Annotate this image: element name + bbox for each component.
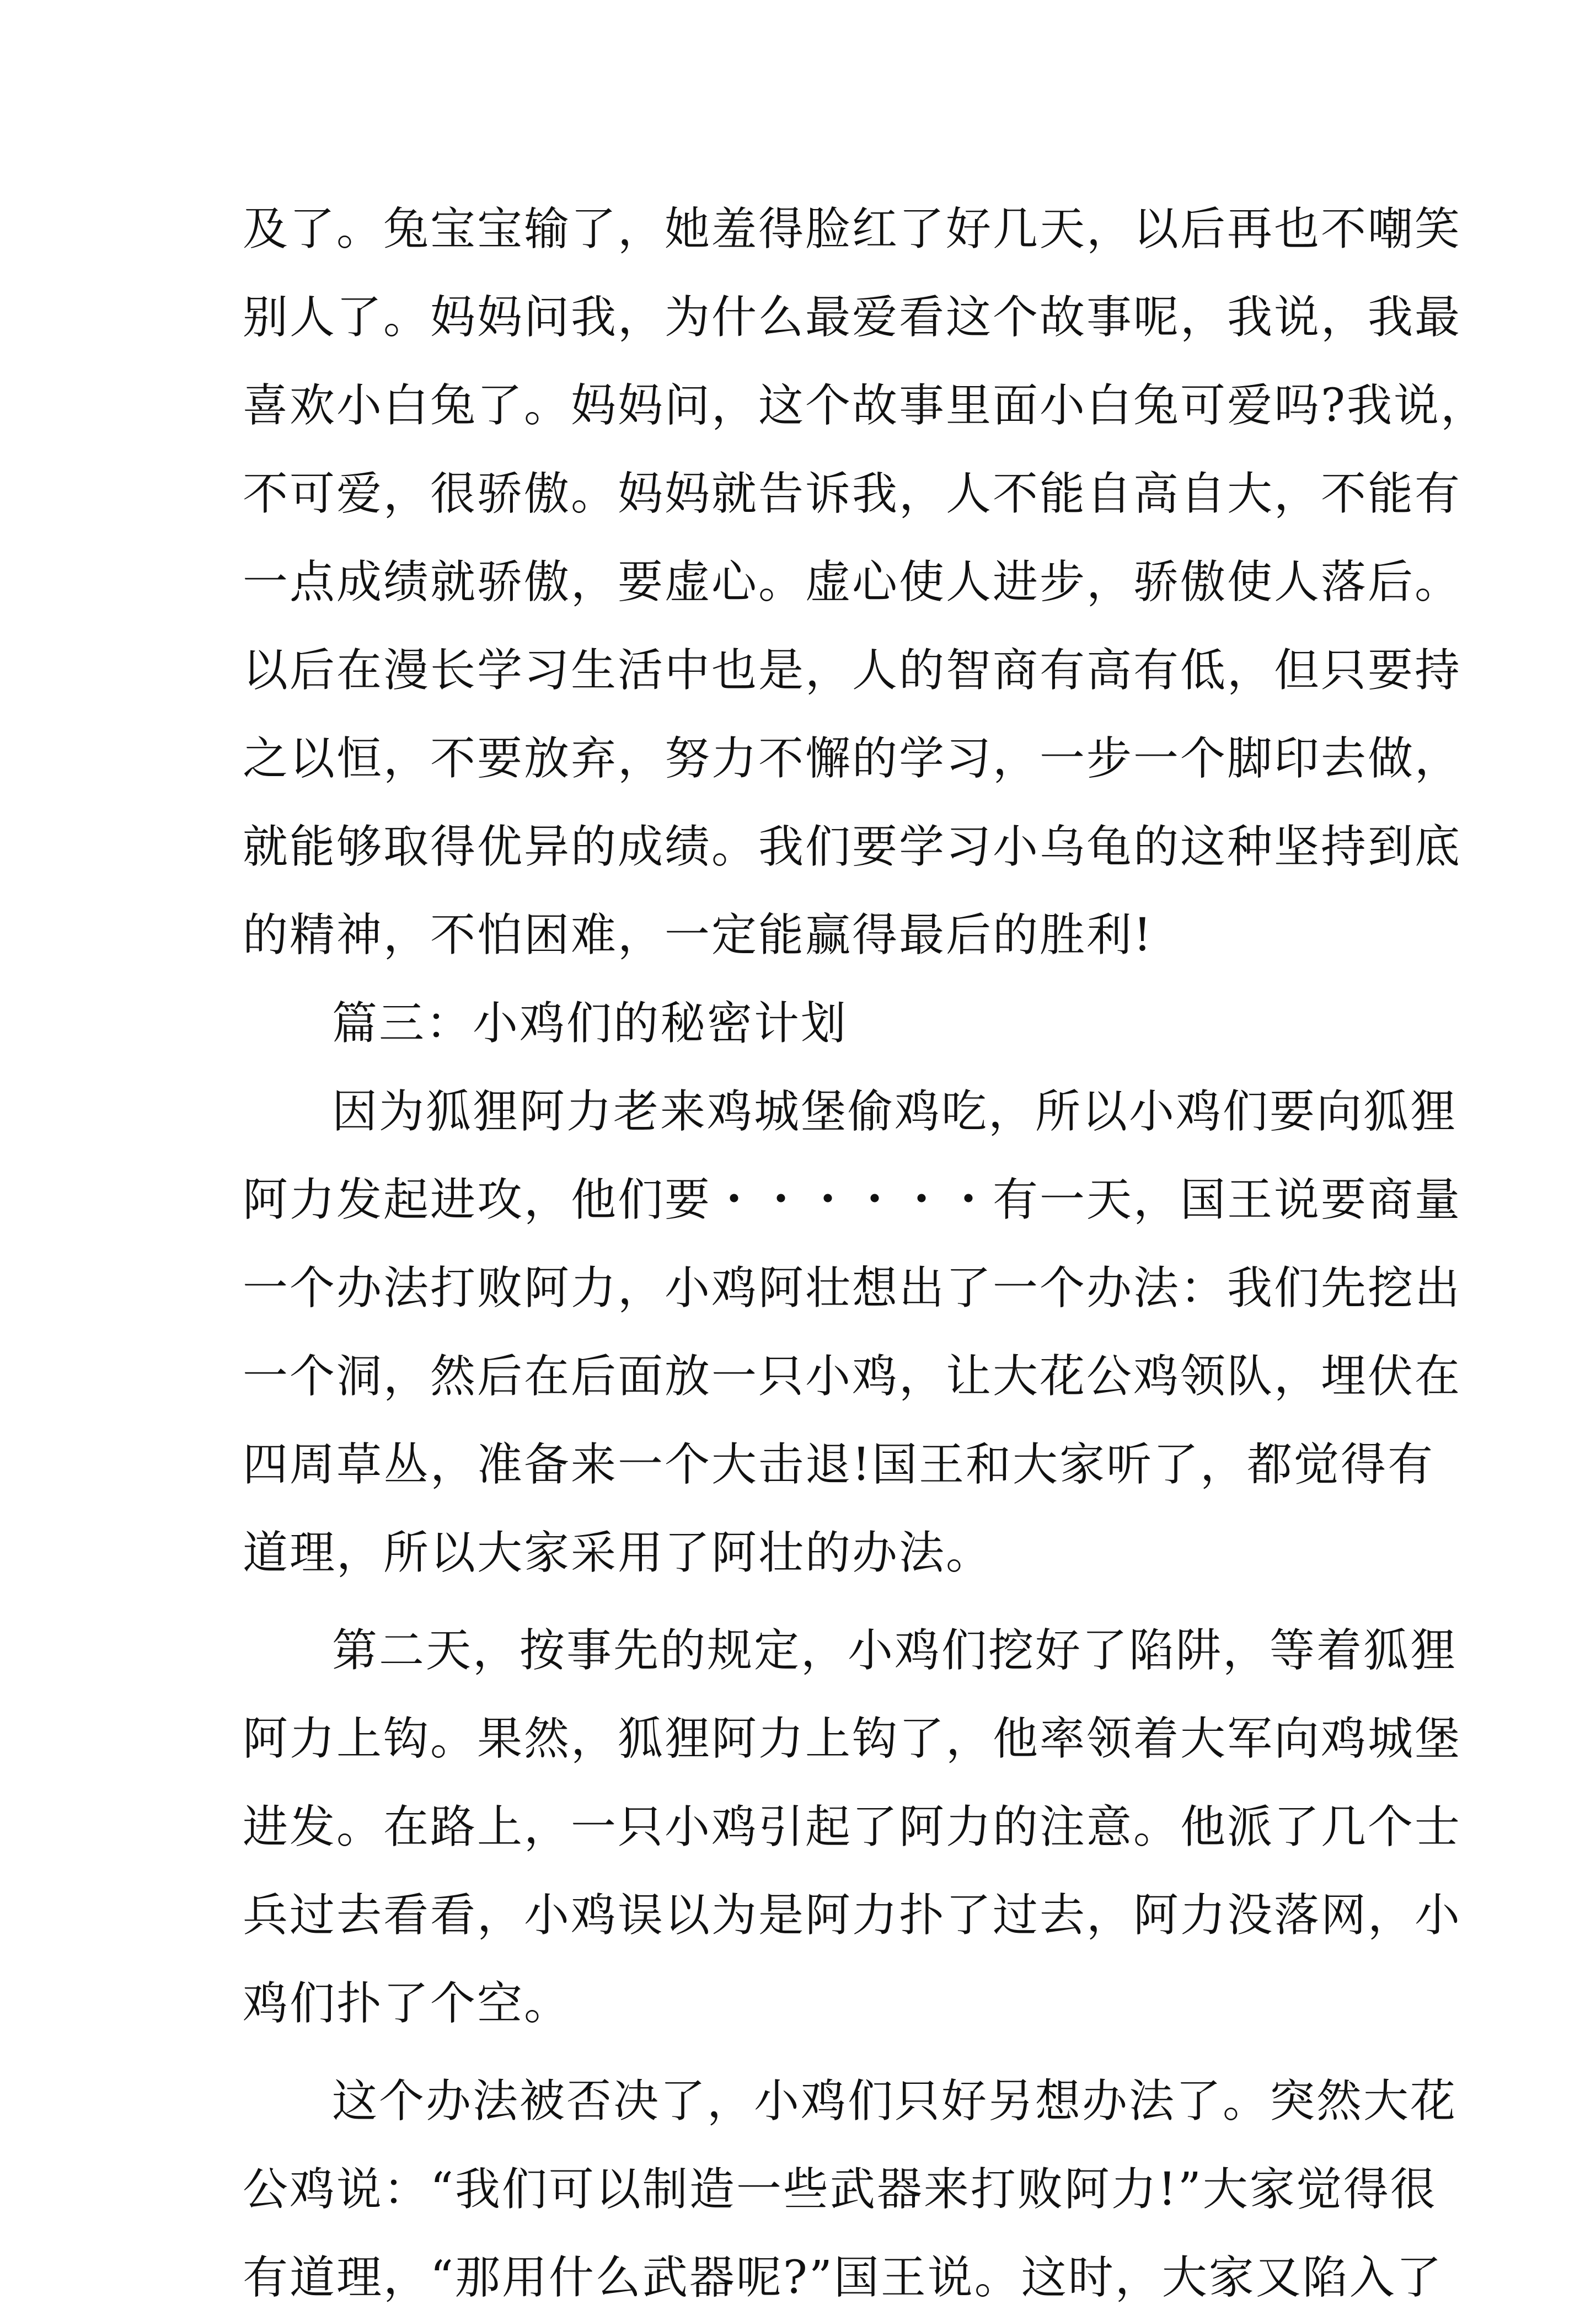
paragraph-start: 这个办法被否决了，小鸡们只好另想办法了。突然大花 — [332, 2075, 1458, 2127]
text-line: 阿力发起进攻，他们要・・・・・・有一天，国王说要商量 — [243, 1174, 1462, 1226]
text-line: 一个办法打败阿力，小鸡阿壮想出了一个办法：我们先挖出 — [243, 1262, 1462, 1314]
text-line: 就能够取得优异的成绩。我们要学习小乌龟的这种坚持到底 — [243, 821, 1462, 873]
text-line: 公鸡说：“我们可以制造一些武器来打败阿力!”大家觉得很 — [243, 2163, 1437, 2216]
text-line: 别人了。妈妈问我，为什么最爱看这个故事呢，我说，我最 — [243, 291, 1462, 344]
text-line: 阿力上钩。果然，狐狸阿力上钩了，他率领着大军向鸡城堡 — [243, 1713, 1462, 1765]
text-line: 不可爱，很骄傲。妈妈就告诉我，人不能自高自大，不能有 — [243, 468, 1462, 520]
text-line: 及了。兔宝宝输了，她羞得脸红了好几天，以后再也不嘲笑 — [243, 203, 1462, 255]
text-line: 兵过去看看，小鸡误以为是阿力扑了过去，阿力没落网，小 — [243, 1889, 1462, 1942]
text-line: 一点成绩就骄傲，要虚心。虚心使人进步，骄傲使人落后。 — [243, 556, 1462, 608]
text-line: 四周草丛，准备来一个大击退!国王和大家听了，都觉得有 — [243, 1439, 1434, 1491]
paragraph-start: 因为狐狸阿力老来鸡城堡偷鸡吃，所以小鸡们要向狐狸 — [332, 1086, 1458, 1138]
paragraph-start: 第二天，按事先的规定，小鸡们挖好了陷阱，等着狐狸 — [332, 1624, 1458, 1677]
text-line: 道理，所以大家采用了阿壮的办法。 — [243, 1527, 993, 1579]
text-line: 鸡们扑了个空。 — [243, 1977, 571, 2030]
text-line: 喜欢小白兔了。妈妈问，这个故事里面小白兔可爱吗?我说， — [243, 379, 1487, 432]
section-heading: 篇三：小鸡们的秘密计划 — [332, 997, 848, 1050]
text-line: 一个洞，然后在后面放一只小鸡，让大花公鸡领队，埋伏在 — [243, 1350, 1462, 1403]
text-line: 之以恒，不要放弃，努力不懈的学习，一步一个脚印去做， — [243, 733, 1462, 785]
text-line: 的精神，不怕困难，一定能赢得最后的胜利! — [243, 909, 1153, 961]
text-line: 以后在漫长学习生活中也是，人的智商有高有低，但只要持 — [243, 644, 1462, 697]
text-line: 有道理，“那用什么武器呢?”国王说。这时，大家又陷入了 — [243, 2252, 1443, 2304]
text-line: 进发。在路上，一只小鸡引起了阿力的注意。他派了几个士 — [243, 1801, 1462, 1853]
